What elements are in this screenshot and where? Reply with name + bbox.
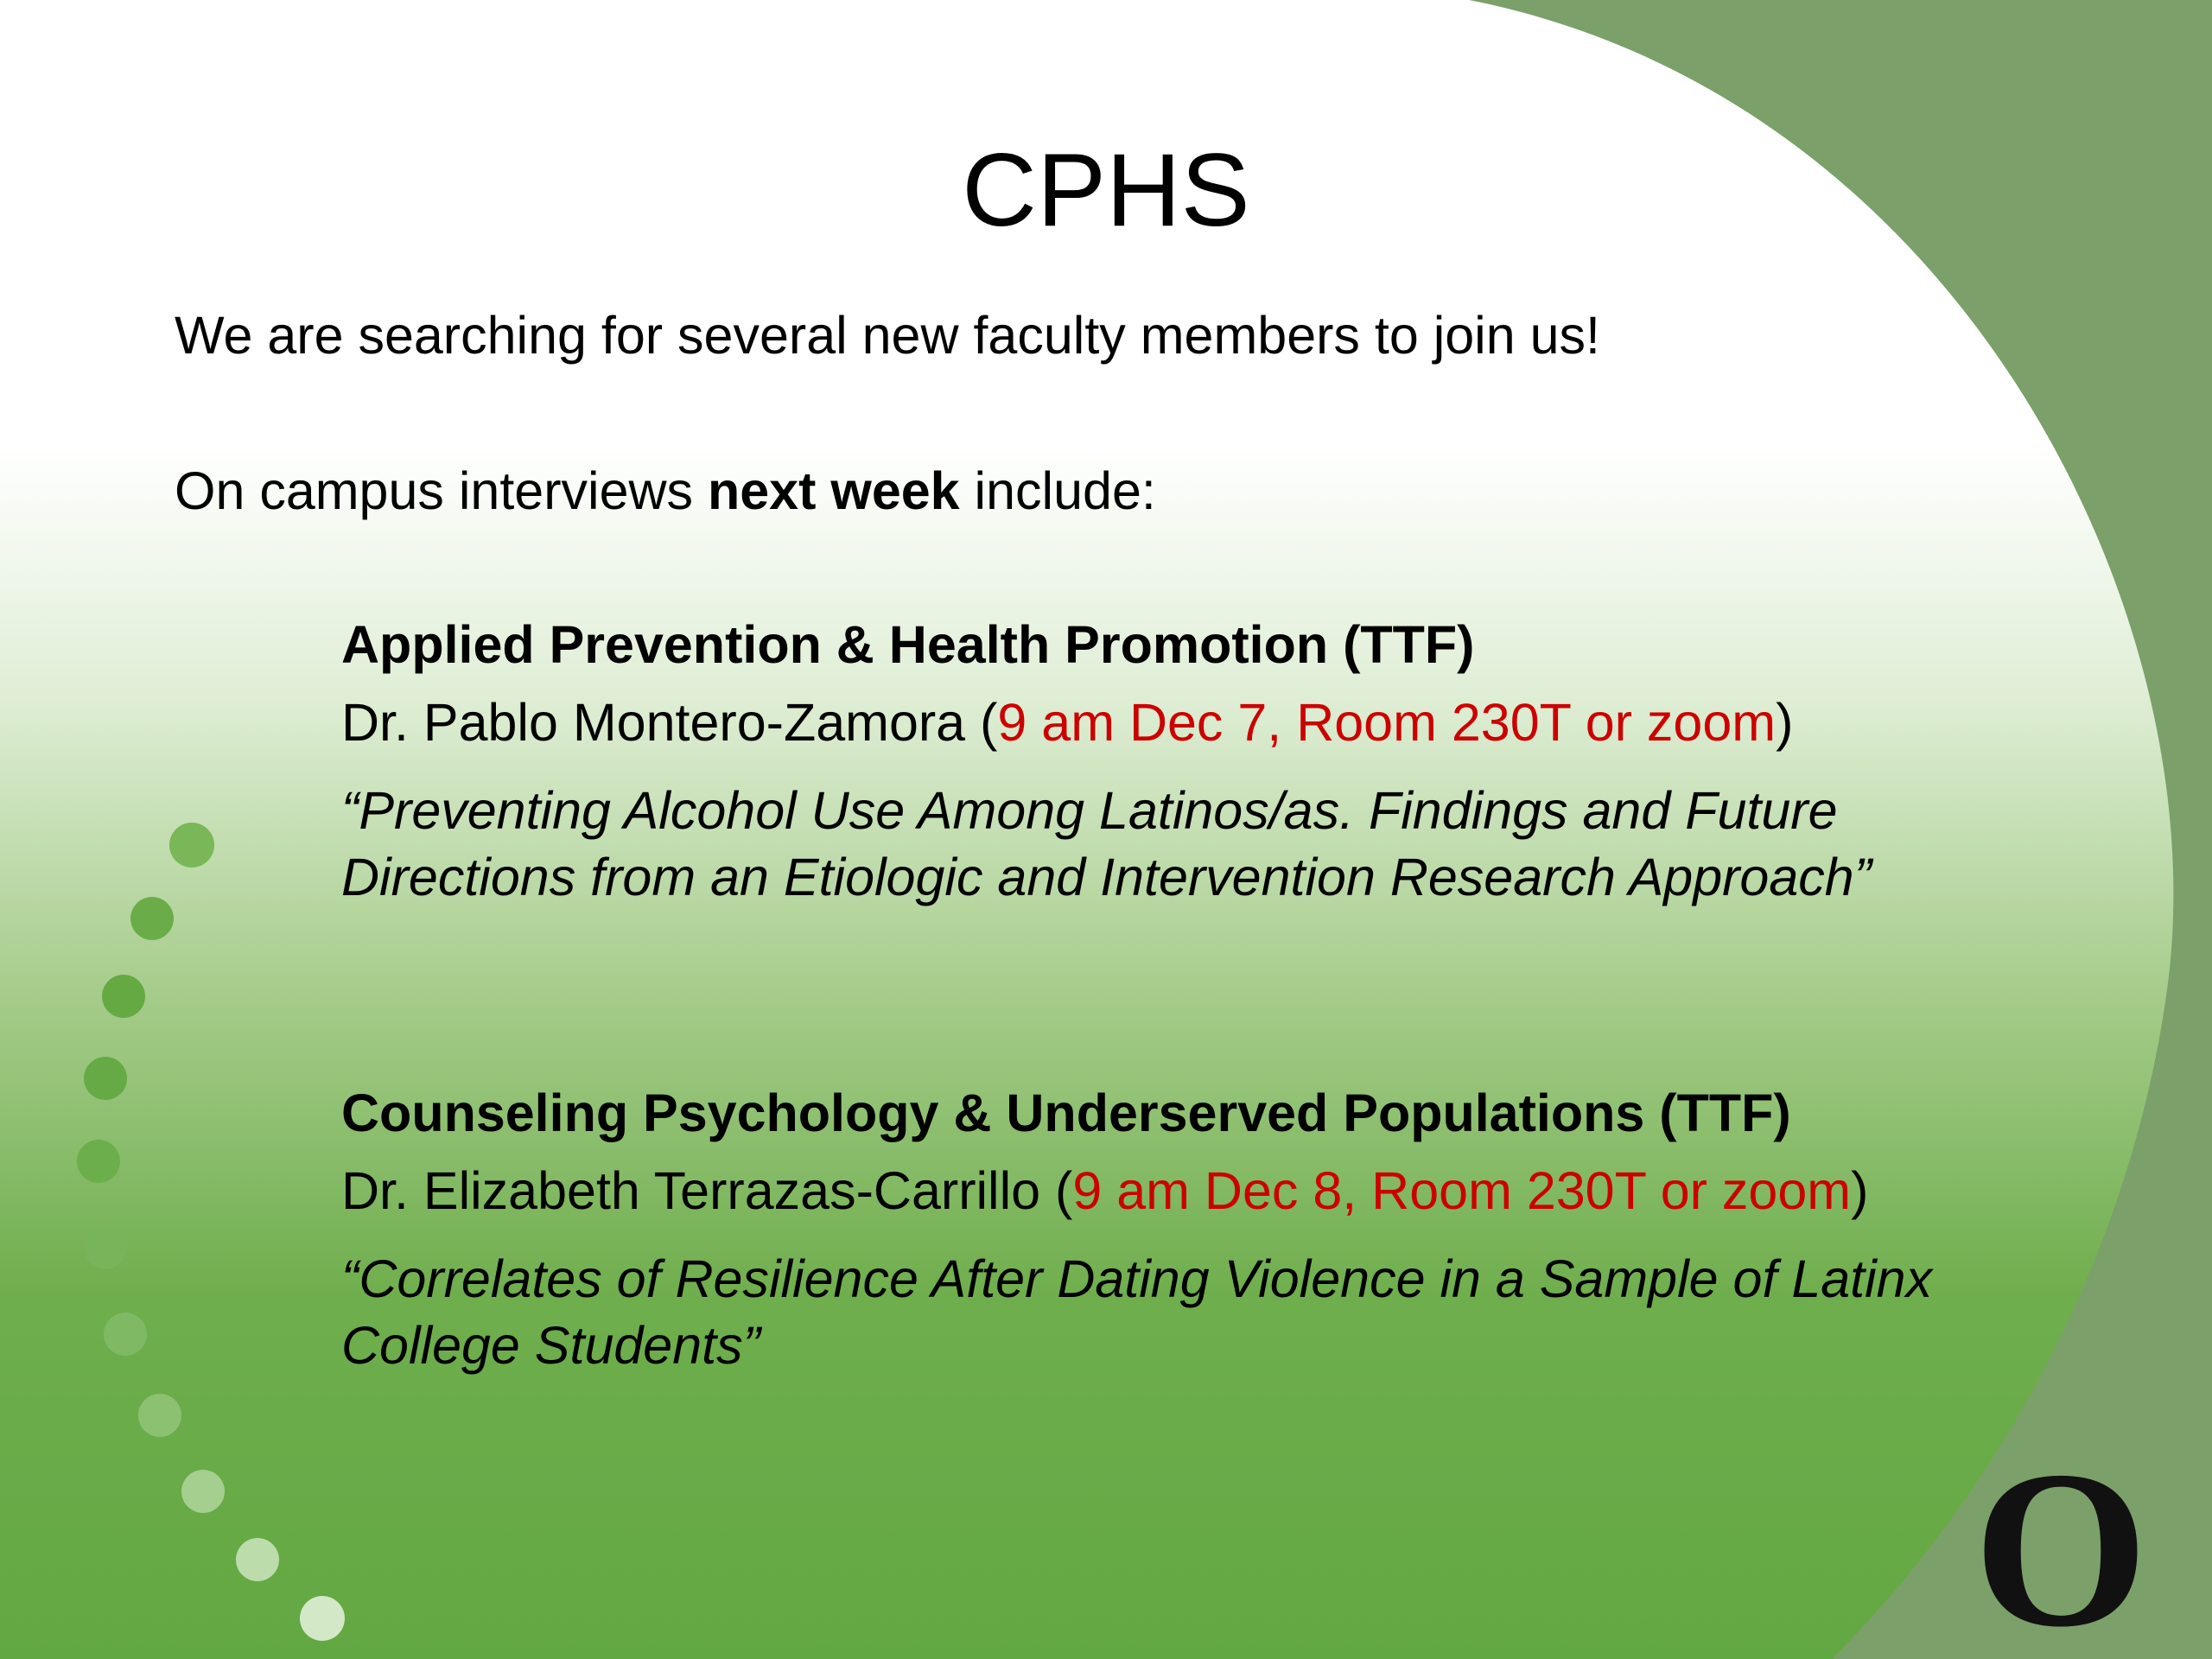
talk-title-line: “Correlates of Resilience After Dating Violence in a Sample of Latinx [341, 1249, 1933, 1308]
interviews-intro [175, 460, 1156, 522]
candidate-name: Dr. Elizabeth Terrazas-Carrillo [341, 1161, 1041, 1220]
paren-open: ( [1040, 1161, 1073, 1220]
paren-close: ) [1776, 693, 1794, 752]
slide-title: CPHS [962, 132, 1250, 248]
decorative-dot [84, 1226, 127, 1269]
intro-text: We are searching for several new faculty members to join us! [175, 306, 1600, 365]
decorative-dot [130, 897, 174, 940]
interviews-suffix: include: [959, 461, 1156, 520]
paren-close: ) [1851, 1161, 1869, 1220]
position-title: Counseling Psychology & Underserved Populations (TTF) [341, 1084, 1791, 1142]
talk-title-line: College Students” [341, 1316, 760, 1375]
decorative-dot [102, 975, 145, 1018]
university-logo-icon [1974, 1425, 2148, 1659]
position-title: Applied Prevention & Health Promotion (TTF) [341, 615, 1475, 674]
interviews-emphasis: next week [708, 461, 960, 520]
talk-title [341, 1246, 2069, 1379]
decorative-dot [181, 1470, 225, 1513]
talk-title [341, 778, 2069, 911]
decorative-dot [104, 1313, 147, 1356]
decorative-dot [236, 1538, 279, 1581]
interview-schedule: 9 am Dec 8, Room 230T or zoom [1072, 1161, 1852, 1220]
candidate-name: Dr. Pablo Montero-Zamora [341, 693, 966, 752]
decorative-dot [77, 1140, 120, 1183]
candidate-line [341, 1160, 2069, 1222]
svg-text:O: O [1973, 1425, 2149, 1659]
talk-title-line: Directions from an Etiologic and Intervention Research Approach” [341, 848, 1872, 906]
decorative-dot [138, 1394, 181, 1437]
decorative-dot [169, 823, 214, 868]
position-block-2 [341, 1082, 2069, 1379]
decorative-dot [84, 1057, 127, 1100]
talk-title-line: “Preventing Alcohol Use Among Latinos/as. Findings and Future [341, 781, 1838, 840]
decorative-dot [300, 1596, 345, 1641]
interviews-prefix: On campus interviews [175, 461, 708, 520]
interview-schedule: 9 am Dec 7, Room 230T or zoom [997, 693, 1777, 752]
candidate-line [341, 691, 2069, 753]
position-block-1 [341, 613, 2069, 911]
paren-open: ( [965, 693, 998, 752]
